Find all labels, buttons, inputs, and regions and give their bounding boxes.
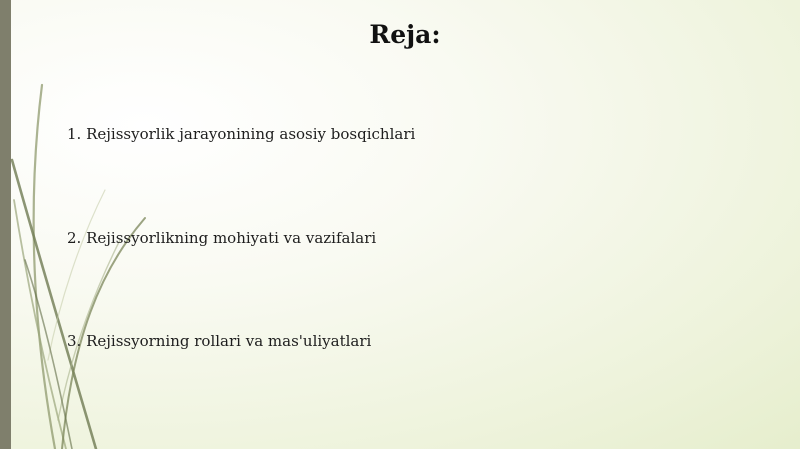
slide-title: Reja: [369, 20, 441, 49]
grass-decoration-icon [0, 0, 200, 449]
agenda-item: 1. Rejissyorlik jarayonining asosiy bosqichlari [67, 125, 416, 143]
agenda-item: 3. Rejissyorning rollari va mas'uliyatlari [67, 332, 372, 350]
agenda-item: 2. Rejissyorlikning mohiyati va vazifalari [67, 229, 377, 247]
